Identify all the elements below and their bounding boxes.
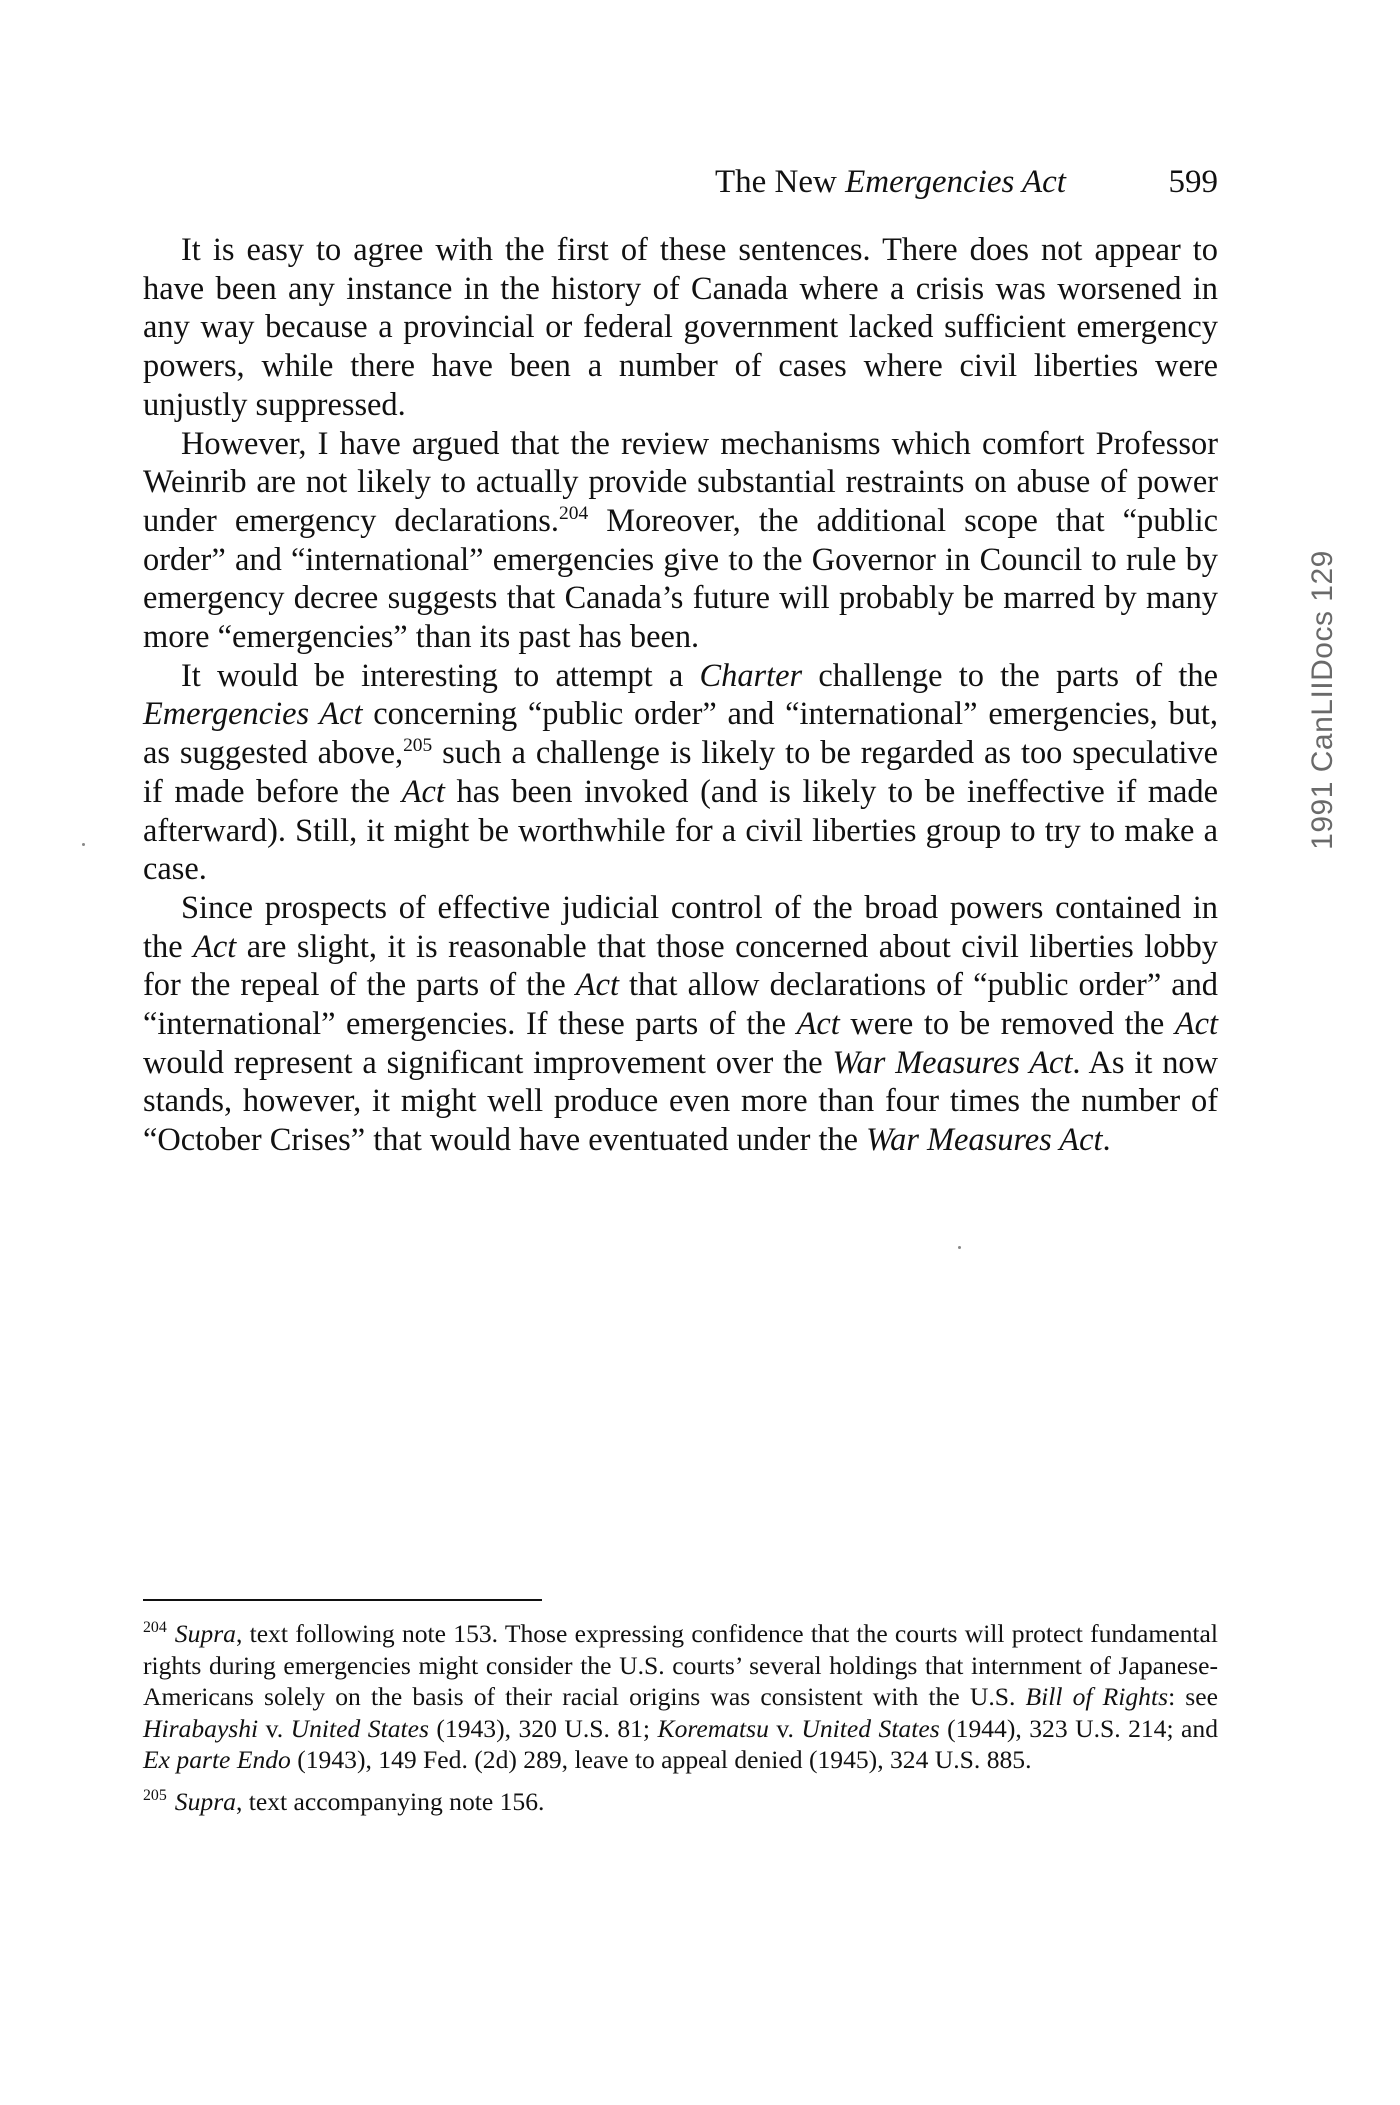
text-run: : see: [1168, 1682, 1218, 1712]
text-run: Since prospects of effective judicial control of the broad powers contained in the: [143, 889, 1218, 965]
text-run: , text accompanying note 156.: [235, 1786, 545, 1816]
text-run: challenge to the parts of the: [802, 657, 1218, 694]
italic-run: Korematsu: [657, 1713, 769, 1743]
text-run: Moreover, the additional scope that “public order” and “international” emergencies give to the Governor in Council to rule by emergency decree suggests that Canada’s future will probably be marred by many more “emergencies” than its past has been.: [143, 502, 1219, 656]
body-paragraph: [143, 425, 1218, 657]
text-run: concerning “public order” and “international” emergencies, but, as suggested above,: [143, 696, 1218, 772]
italic-run: Act: [796, 1006, 840, 1043]
italic-run: Act: [1174, 1006, 1219, 1043]
text-run: (1944), 323 U.S. 214; and: [939, 1713, 1218, 1743]
text-run: It would be interesting to attempt a: [181, 657, 700, 694]
text-run: (1943), 149 Fed. (2d) 289, leave to appeal denied (1945), 324 U.S. 885.: [290, 1745, 1032, 1775]
italic-run: United States: [801, 1713, 940, 1743]
text-run: such a challenge is likely to be regarded as too speculative if made before the: [143, 735, 1218, 810]
text-run: It is easy to agree with the first of these sentences. There does not appear to have been any instance in the history of Canada where a crisis was worsened in any way because a provincial or federal government lacked sufficient emergency powers, while there have been a number of cases where civil liberties were unjustly suppressed.: [143, 232, 1218, 423]
text-run: are slight, it is reasonable that those concerned about civil liberties lobby for the repeal of the parts of the: [143, 928, 1218, 1004]
italic-run: Act: [575, 967, 619, 1004]
body-paragraph: [143, 231, 1218, 425]
footnote: [143, 1786, 1218, 1818]
italic-run: Bill of Rights: [1025, 1682, 1169, 1712]
italic-run: Hirabayshi: [143, 1713, 259, 1743]
main-text: [143, 231, 1218, 1160]
italic-run: Ex parte Endo: [143, 1745, 291, 1775]
text-run: that allow declarations of “public order” and “international” emergencies. If these parts of the: [143, 967, 1218, 1043]
footnote-number: 205: [143, 1787, 167, 1805]
footnote-reference: 205: [403, 735, 433, 757]
text-run: . As it now stands, however, it might well produce even more than four times the number of “October Crises” that would have eventuated under the: [143, 1044, 1219, 1159]
text-run: , text following note 153. Those expressing confidence that the courts will protect fundamental rights during emergencies might consider the U.S. courts’ several holdings that internment of Japanese-Americans solely on the basis of their racial origins was consistent with the U.S.: [143, 1619, 1218, 1712]
text-run: v.: [768, 1713, 802, 1743]
header-prefix: The New: [715, 164, 846, 200]
italic-run: Act: [193, 928, 237, 965]
italic-run: Act: [401, 773, 445, 810]
text-run: .: [1102, 1122, 1111, 1159]
footnote-reference: 204: [559, 503, 589, 525]
italic-run: Emergencies Act: [143, 696, 363, 733]
header-title: Emergencies Act: [845, 164, 1066, 200]
text-run: has been invoked (and is likely to be ineffective if made afterward). Still, it might be worthwhile for a civil liberties group to try to make a case.: [143, 773, 1218, 888]
running-header: [715, 162, 1218, 202]
text-run: (1943), 320 U.S. 81;: [428, 1713, 658, 1743]
italic-run: War Measures Act: [866, 1122, 1103, 1159]
italic-run: Supra: [174, 1786, 236, 1816]
page-number: 599: [1168, 164, 1218, 200]
scan-speck: [82, 843, 85, 846]
text-run: would represent a significant improvement over the: [143, 1044, 833, 1081]
watermark: 1991 CanLIIDocs 129: [1306, 550, 1339, 850]
footnotes: [143, 1618, 1218, 1828]
italic-run: War Measures Act: [832, 1044, 1073, 1081]
footnote: [143, 1618, 1218, 1776]
italic-run: Supra: [174, 1619, 236, 1648]
text-run: were to be removed the: [839, 1006, 1175, 1043]
footnote-number: 204: [143, 1619, 167, 1637]
italic-run: Charter: [699, 657, 803, 694]
text-run: v.: [258, 1713, 291, 1743]
body-paragraph: [143, 889, 1218, 1160]
text-run: However, I have argued that the review mechanisms which comfort Professor Weinrib are not likely to actually provide substantial restraints on abuse of power under emergency declarations.: [143, 425, 1218, 539]
italic-run: United States: [290, 1713, 429, 1743]
body-paragraph: [143, 657, 1218, 889]
scan-speck: [958, 1246, 961, 1249]
footnote-divider: [143, 1599, 542, 1601]
